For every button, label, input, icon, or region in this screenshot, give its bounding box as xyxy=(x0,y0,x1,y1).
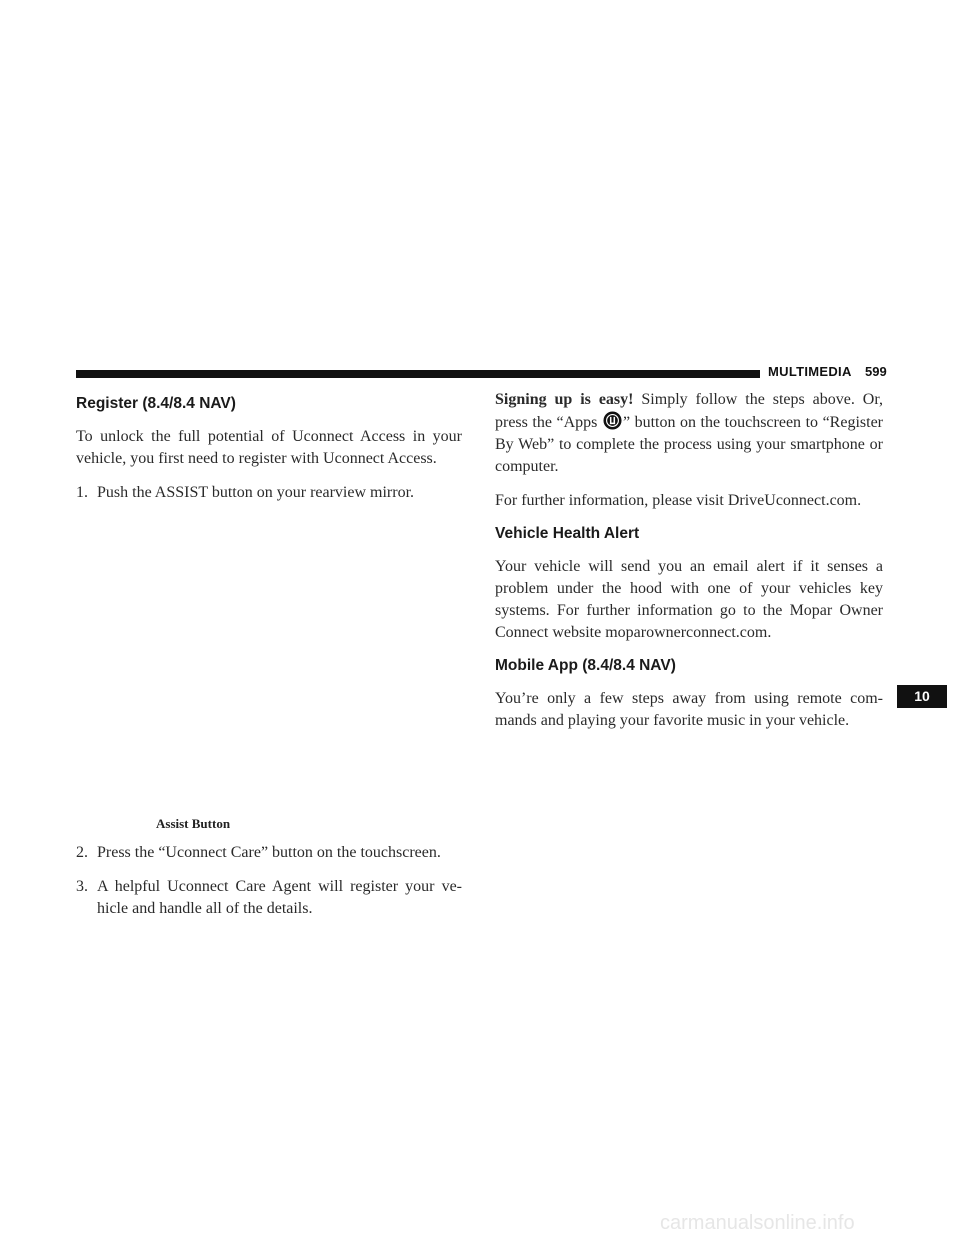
chapter-tab: 10 xyxy=(897,685,947,708)
mobile-app-heading: Mobile App (8.4/8.4 NAV) xyxy=(495,657,676,674)
right-column xyxy=(495,389,883,744)
page-number: 599 xyxy=(865,364,887,379)
further-info: For further information, please visit DriveUconnect.com. xyxy=(495,492,862,509)
list-item xyxy=(76,876,462,920)
register-intro: To unlock the full potential of Uconnect Access in your vehicle, you first need to register with Uconnect Access. xyxy=(76,428,462,467)
signup-lead: Signing up is easy! xyxy=(495,391,634,408)
signup-text-b: ” button on the touchscreen to “Register By Web” to complete the process using your smartphone or computer. xyxy=(495,414,884,475)
header-rule xyxy=(76,370,760,378)
step-number: 1. xyxy=(76,484,88,501)
figure-caption: Assist Button xyxy=(156,816,231,831)
signup-paragraph xyxy=(495,389,883,478)
step-text: Push the ASSIST button on your rearview mirror. xyxy=(97,484,415,501)
step-text: Press the “Uconnect Care” button on the touchscreen. xyxy=(97,844,441,861)
assist-button-figure xyxy=(76,516,462,816)
mobile-app-text: You’re only a few steps away from using remote com- mands and playing your favorite music in your vehicle. xyxy=(495,690,883,729)
step-number: 3. xyxy=(76,878,88,895)
health-alert-heading: Vehicle Health Alert xyxy=(495,525,640,542)
step-number: 2. xyxy=(76,844,88,861)
step-text: A helpful Uconnect Care Agent will register your ve- hicle and handle all of the details. xyxy=(97,878,462,917)
health-alert-text: Your vehicle will send you an email alert if it senses a problem under the hood with one of your vehicles key systems. For further information go to the Mopar Owner Connect website moparownerconnect.com. xyxy=(495,558,883,641)
apps-icon xyxy=(603,411,622,430)
list-item xyxy=(76,842,462,864)
register-heading: Register (8.4/8.4 NAV) xyxy=(76,395,236,412)
watermark: carmanualsonline.info xyxy=(660,1212,855,1234)
section-title: MULTIMEDIA xyxy=(768,364,852,379)
list-item xyxy=(76,482,462,504)
left-column xyxy=(76,394,462,932)
signup-text-a: Simply follow the steps above. Or, press the “Apps xyxy=(495,391,884,431)
